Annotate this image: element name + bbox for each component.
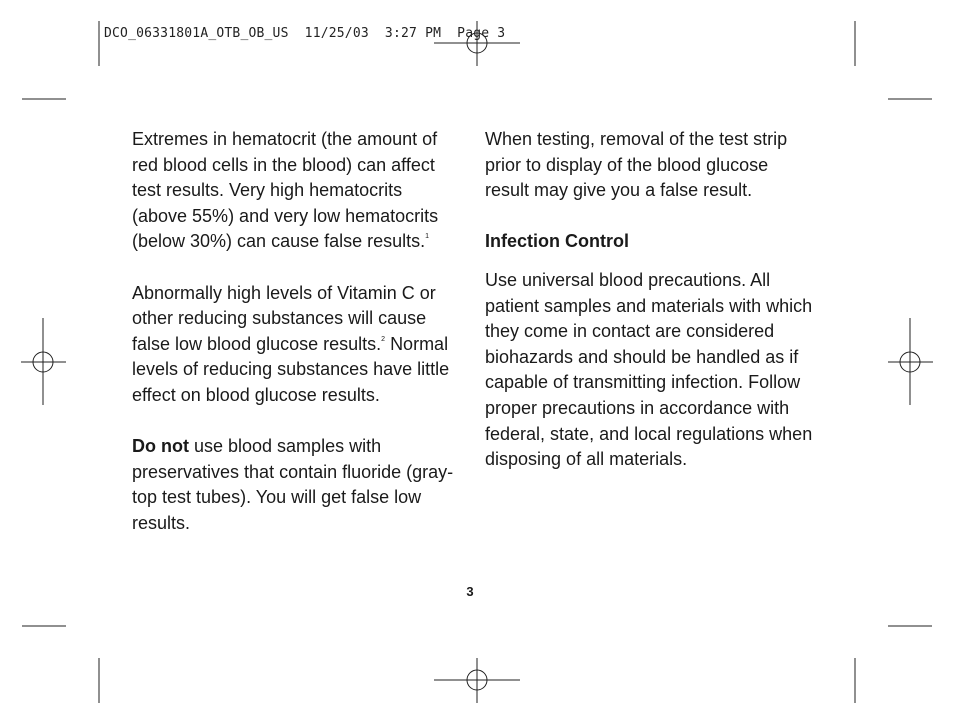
hematocrit-paragraph: Extremes in hematocrit (the amount of red blood cells in the blood) can affect test results. Very high hematocrits (above 55%) and very low hematocrits (below 30%) can cause false results.$^1$ <box>132 129 439 252</box>
registration-mark-left <box>21 318 66 405</box>
do-not-emphasis: Do not <box>132 436 189 457</box>
registration-mark-bottom <box>434 658 520 703</box>
page-number: 3 <box>466 584 474 599</box>
footnote-ref-1: 1 <box>425 233 430 241</box>
test-strip-paragraph: When testing, removal of the test strip prior to display of the blood glucose result may give you a false result. <box>485 129 788 201</box>
precautions-paragraph: Use universal blood precautions. All patient samples and materials with which they come in contact are considered biohazards and should be handled as if capable of transmitting infection. Follow proper precautions in accordance with federal, state, and local regulations when disposing of all materials. <box>485 269 813 470</box>
left-column <box>132 127 462 562</box>
fluoride-paragraph: Do not use blood samples with preservatives that contain fluoride (gray-top test tubes). You will get false low results. <box>132 436 454 533</box>
vitamin-c-paragraph: Abnormally high levels of Vitamin C or other reducing substances will cause false low blood glucose results.$^2$ Normal levels of reducing substances have little effect on blood glucose results. <box>132 282 450 405</box>
infection-control-heading: Infection Control <box>485 231 629 252</box>
print-slug-line: DCO_06331801A_OTB_OB_US 11/25/03 3:27 PM Page 3 <box>104 26 506 41</box>
right-column <box>485 127 815 498</box>
footnote-ref-2: 2 <box>381 335 386 343</box>
registration-mark-right <box>888 318 933 405</box>
registration-mark-top <box>434 21 520 66</box>
